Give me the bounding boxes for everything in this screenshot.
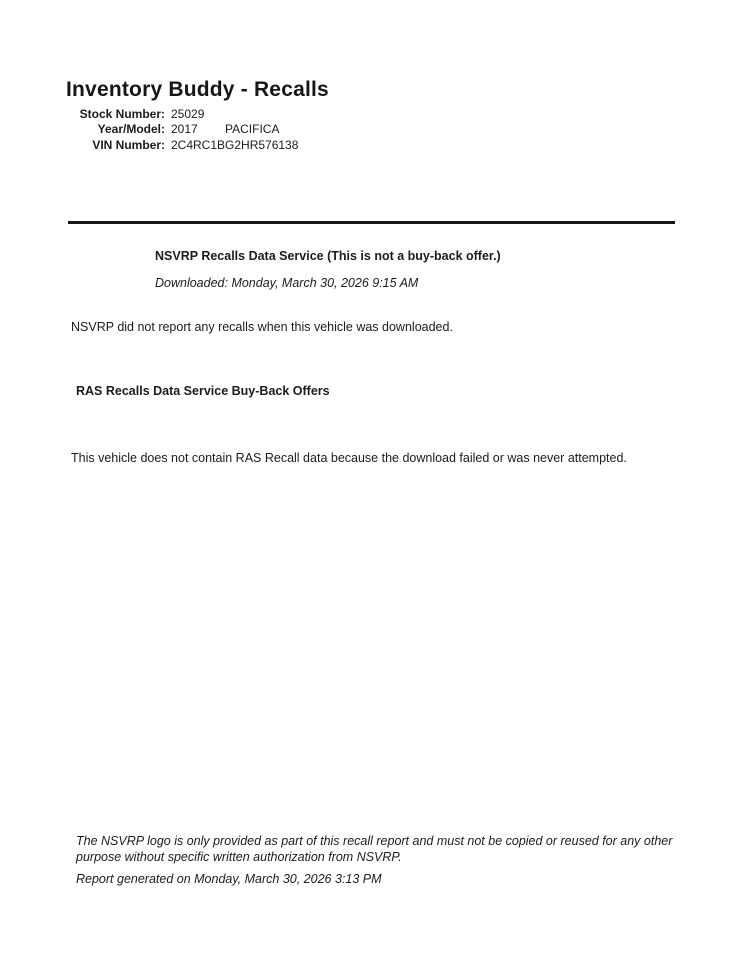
- vehicle-info-row-stock-number: [66, 107, 486, 122]
- page-title: Inventory Buddy - Recalls: [66, 78, 329, 101]
- horizontal-rule: [68, 221, 675, 224]
- ras-status-text: This vehicle does not contain RAS Recall data because the download failed or was never attempted.: [71, 451, 627, 465]
- report-generated-timestamp: Report generated on Monday, March 30, 2026 3:13 PM: [76, 872, 382, 886]
- year-model-label: Year/Model:: [97, 122, 165, 137]
- vehicle-info: [66, 107, 486, 153]
- logo-usage-notice-line-1: The NSVRP logo is only provided as part of this recall report and must not be copied or reused for any other: [76, 834, 673, 848]
- stock-number-value: 25029: [171, 107, 205, 121]
- logo-usage-notice: [76, 833, 676, 865]
- vehicle-info-row-vin: [66, 138, 486, 153]
- download-timestamp: Downloaded: Monday, March 30, 2026 9:15 AM: [155, 276, 419, 290]
- nsvrp-status-text: NSVRP did not report any recalls when this vehicle was downloaded.: [71, 320, 453, 334]
- vehicle-info-row-year-model: [66, 122, 486, 137]
- nsvrp-section-heading: NSVRP Recalls Data Service (This is not a buy-back offer.): [155, 249, 501, 263]
- logo-usage-notice-line-2: purpose without specific written authorization from NSVRP.: [76, 850, 402, 864]
- model-value: PACIFICA: [225, 122, 280, 137]
- stock-number-label: Stock Number:: [79, 107, 165, 121]
- ras-section-heading: RAS Recalls Data Service Buy-Back Offers: [76, 384, 330, 398]
- year-value: 2017: [171, 122, 198, 137]
- vin-number-label: VIN Number:: [92, 137, 165, 152]
- vin-number-value: 2C4RC1BG2HR576138: [171, 137, 299, 152]
